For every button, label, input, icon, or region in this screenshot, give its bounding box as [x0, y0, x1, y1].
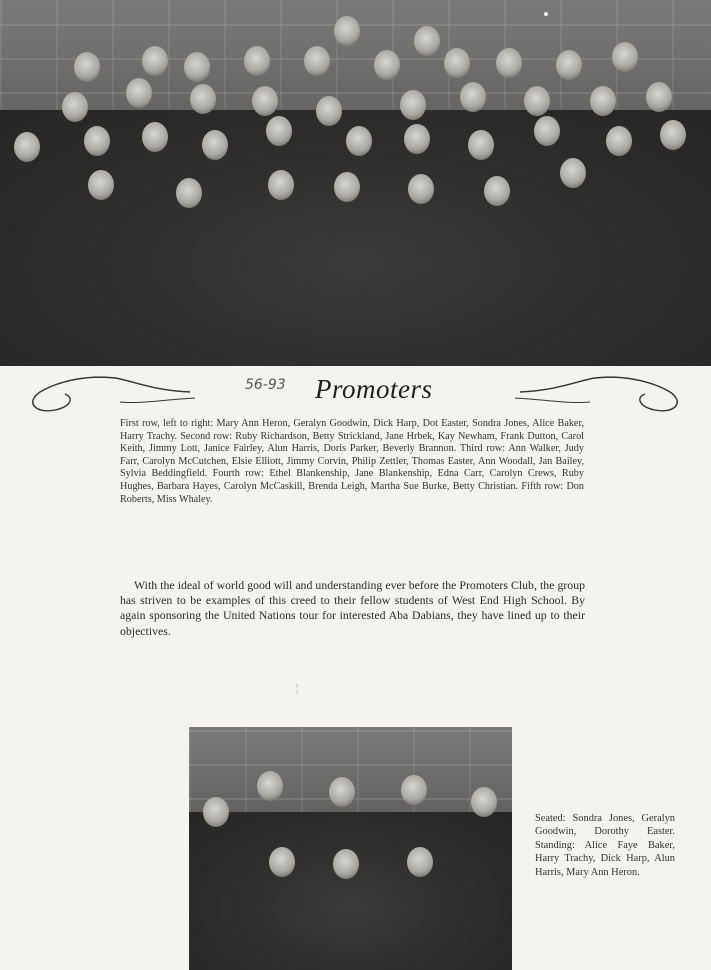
officers-photo-caption: Seated: Sondra Jones, Geralyn Goodwin, Dorothy Easter. Standing: Alice Faye Baker, Harry Trachy, Dick Harp, Alun Harris, Mary Ann Heron. — [535, 813, 675, 878]
title-banner — [20, 368, 690, 418]
page-title: Promoters — [315, 374, 433, 404]
officers-group — [189, 812, 512, 970]
right-flourish-icon — [510, 370, 690, 420]
officers-photo — [189, 727, 512, 970]
handwritten-note: 56-93 — [245, 377, 286, 393]
club-description — [120, 578, 585, 639]
photo-blemish — [544, 12, 548, 16]
page-mark: ¦ — [296, 683, 299, 694]
left-flourish-icon — [20, 370, 200, 420]
group-photo-caption: First row, left to right: Mary Ann Heron, Geralyn Goodwin, Dick Harp, Dot Easter, Sondra Jones, Alice Baker, Harry Trachy. Second row: Ruby Richardson, Betty Strickland, Jane Hrbek, Kay Newham, Frank Dutton, Carol Keith, Jimmy Lott, Janice Fairley, Alun Harris, Doris Parker, Beverly Brannon. Third row: Ann Walker, Judy Farr, Carolyn McCutchen, Elsie Elliott, Jimmy Corvin, Philip Zettler, Thomas Easter, Ann Woodall, Jan Bailey, Sylvia Beddingfield. Fourth row: Ethel Blankenship, Jane Blankenship, Edna Carr, Carolyn Crews, Ruby Hughes, Barbara Hayes, Carolyn McCaskill, Brenda Leigh, Martha Sue Burke, Betty Christian. Fifth row: Don Roberts, Miss Whaley. — [120, 418, 584, 505]
group-photo — [0, 0, 711, 366]
club-description-text: With the ideal of world good will and understanding ever before the Promoters Club, the group has striven to be examples of this creed to their fellow students of West End High School. By again sponsoring the United Nations tour for interested Aba Dabians, they have lined up to their objectives. — [120, 578, 585, 638]
